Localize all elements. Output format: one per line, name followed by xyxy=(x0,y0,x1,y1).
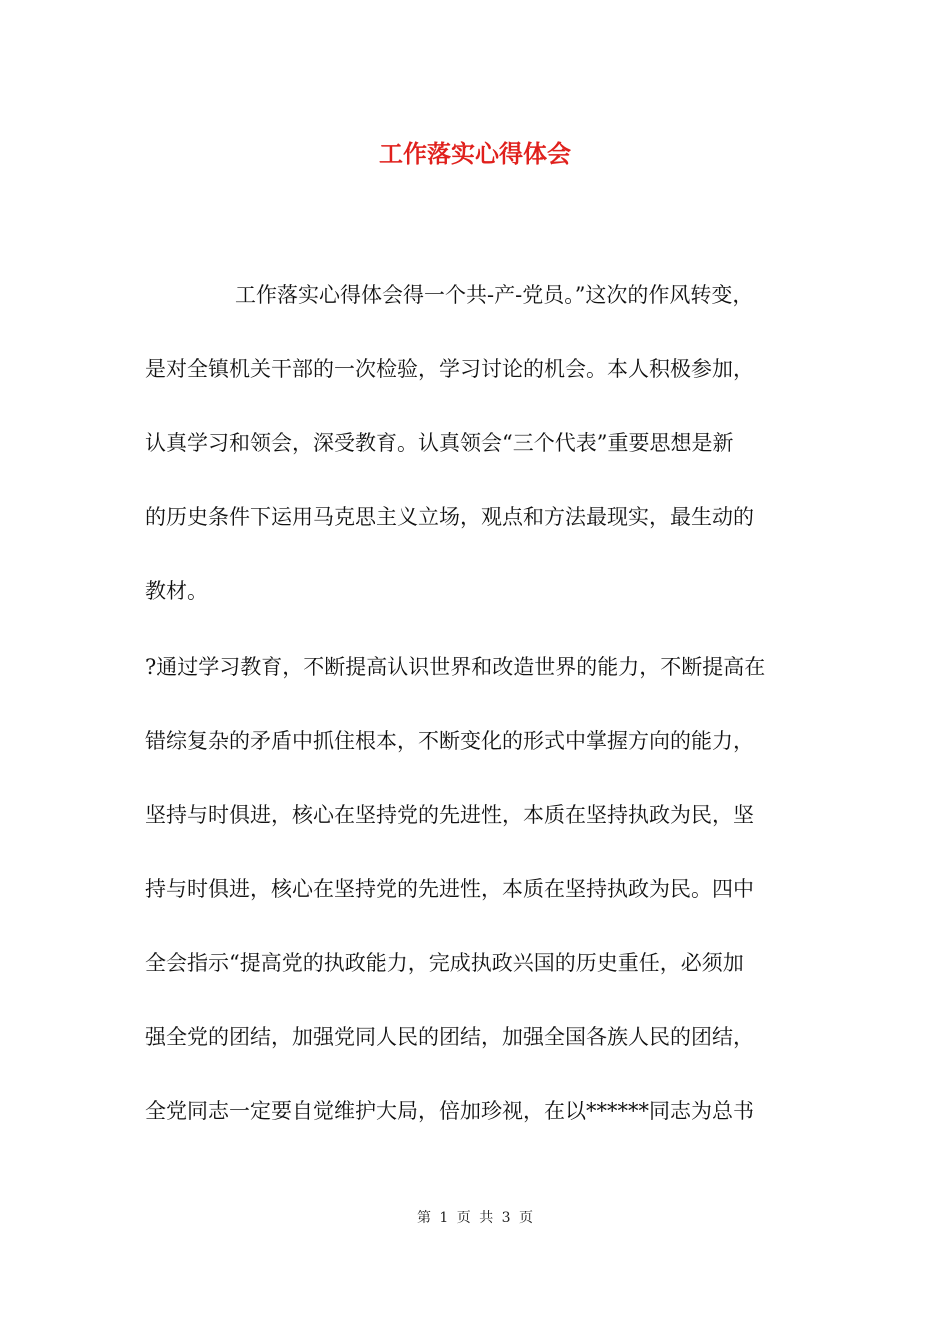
paragraph-line-7: 错综复杂的矛盾中抓住根本，不断变化的形式中掌握方向的能力， xyxy=(145,729,754,753)
paragraph-line-11: 强全党的团结，加强党同人民的团结，加强全国各族人民的团结， xyxy=(145,1025,754,1049)
footer-current-page: 1 xyxy=(439,1210,449,1226)
document-title: 工作落实心得体会 xyxy=(379,139,571,168)
footer-page-label: 第 xyxy=(416,1210,431,1226)
footer-total-label: 共 xyxy=(479,1210,494,1226)
paragraph-line-1: 工作落实心得体会得一个共-产-党员。”这次的作风转变， xyxy=(235,283,754,307)
footer-total-unit: 页 xyxy=(519,1210,534,1226)
paragraph-line-3: 认真学习和领会，深受教育。认真领会“三个代表”重要思想是新 xyxy=(145,431,734,455)
paragraph-line-8: 坚持与时俱进，核心在坚持党的先进性，本质在坚持执政为民，坚 xyxy=(145,803,754,827)
paragraph-line-6: ?通过学习教育，不断提高认识世界和改造世界的能力，不断提高在 xyxy=(145,655,766,679)
paragraph-line-12: 全党同志一定要自觉维护大局，倍加珍视，在以******同志为总书 xyxy=(145,1099,754,1123)
paragraph-line-10: 全会指示“提高党的执政能力，完成执政兴国的历史重任，必须加 xyxy=(145,951,744,975)
paragraph-line-4: 的历史条件下运用马克思主义立场，观点和方法最现实，最生动的 xyxy=(145,505,754,529)
paragraph-line-2: 是对全镇机关干部的一次检验，学习讨论的机会。本人积极参加， xyxy=(145,357,754,381)
paragraph-line-5: 教材。 xyxy=(145,579,208,603)
page-footer xyxy=(0,1208,950,1228)
paragraph-line-9: 持与时俱进，核心在坚持党的先进性，本质在坚持执政为民。四中 xyxy=(145,877,754,901)
footer-total-pages: 3 xyxy=(501,1210,511,1226)
footer-page-unit: 页 xyxy=(456,1210,471,1226)
